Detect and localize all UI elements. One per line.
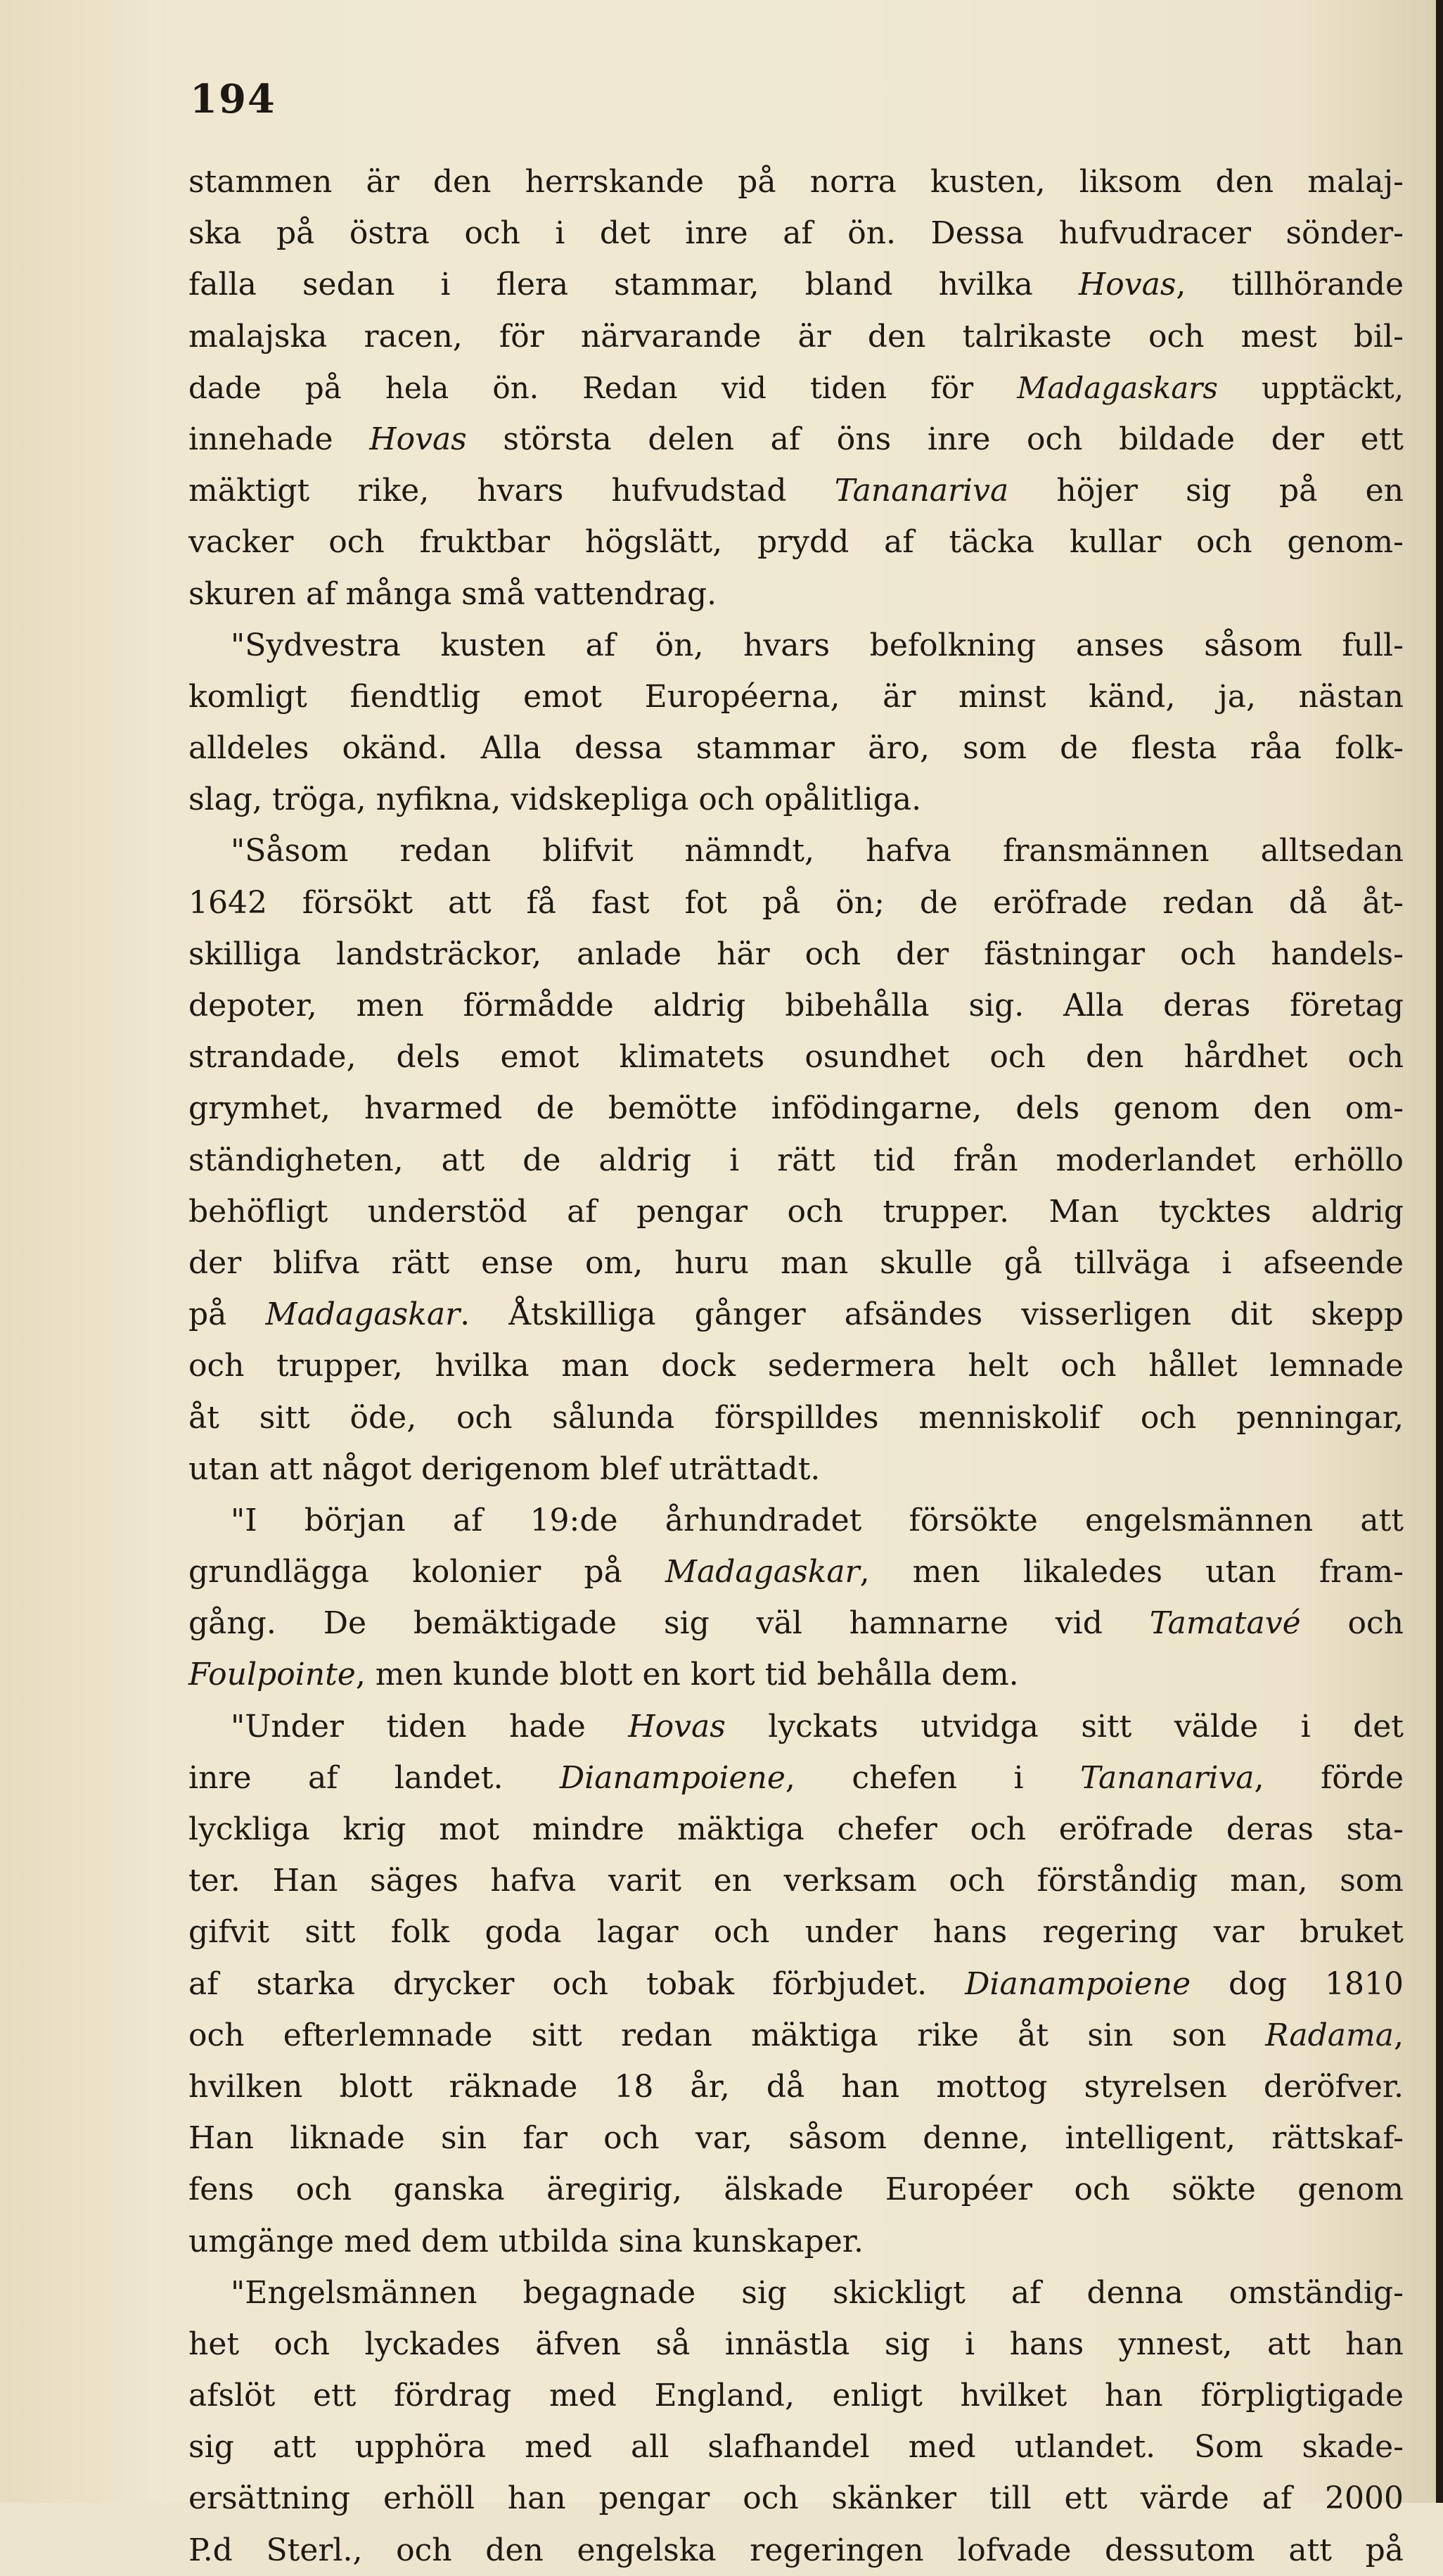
page-edge bbox=[1436, 0, 1443, 2503]
text-run: gifvit sitt folk goda lagar och under hans regering var bruket bbox=[188, 1914, 1404, 1951]
text-run: stammen är den herrskande på norra kusten, liksom den malaj- bbox=[188, 164, 1404, 200]
italic-name: Tamatavé bbox=[1149, 1605, 1301, 1642]
text-run: strandade, dels emot klimatets osundhet och den hårdhet och bbox=[188, 1039, 1404, 1076]
text-line bbox=[188, 2010, 1404, 2061]
text-line bbox=[188, 2112, 1404, 2164]
italic-name: Dianampoiene bbox=[965, 1965, 1191, 2002]
text-line bbox=[188, 1701, 1404, 1752]
text-line bbox=[188, 2525, 1404, 2576]
text-run: innehade bbox=[188, 421, 370, 457]
text-run: utan att något derigenom blef uträttadt. bbox=[188, 1450, 821, 1487]
text-line bbox=[188, 1289, 1404, 1340]
text-run: komligt fiendtlig emot Européerna, är minst känd, ja, nästan bbox=[188, 678, 1404, 715]
text-run: , men likaledes utan fram- bbox=[859, 1554, 1404, 1590]
text-run: vacker och fruktbar högslätt, prydd af täcka kullar och genom- bbox=[188, 524, 1404, 561]
italic-name: Tananariva bbox=[1080, 1759, 1255, 1796]
text-line bbox=[188, 311, 1404, 362]
text-run: upptäckt, bbox=[1217, 370, 1404, 405]
text-line bbox=[188, 722, 1404, 774]
text-run: gång. De bemäktigade sig väl hamnarne vid bbox=[188, 1605, 1150, 1642]
body-text bbox=[188, 156, 1404, 2576]
text-line bbox=[188, 825, 1404, 876]
text-line bbox=[188, 2421, 1404, 2473]
text-run: , men kunde blott en kort tid behålla dem. bbox=[355, 1657, 1019, 1693]
italic-name: Madagaskar bbox=[265, 1296, 461, 1333]
italic-name: Madagaskar bbox=[665, 1554, 860, 1590]
text-run: höjer sig på en bbox=[1008, 473, 1404, 509]
text-run: , tillhörande bbox=[1176, 267, 1404, 303]
text-run: och efterlemnade sitt redan mäktiga rike åt sin son bbox=[188, 2017, 1266, 2053]
text-line bbox=[188, 1083, 1404, 1134]
text-run: fens och ganska äregirig, älskade Européer och sökte genom bbox=[188, 2172, 1404, 2208]
text-line bbox=[188, 1340, 1404, 1391]
text-run: . Åtskilliga gånger afsändes visserligen dit skepp bbox=[460, 1296, 1404, 1333]
text-run: skuren af många små vattendrag. bbox=[188, 575, 717, 612]
text-line bbox=[188, 1135, 1404, 1186]
text-line bbox=[188, 1546, 1404, 1598]
text-run: umgänge med dem utbilda sina kunskaper. bbox=[188, 2223, 864, 2259]
page-number: 194 bbox=[190, 76, 276, 122]
text-run: "Engelsmännen begagnade sig skickligt af denna omständig- bbox=[231, 2274, 1404, 2311]
italic-name: Foulpointe bbox=[188, 1657, 356, 1693]
text-run: falla sedan i flera stammar, bland hvilka bbox=[188, 267, 1079, 303]
text-run: grundlägga kolonier på bbox=[188, 1554, 665, 1590]
text-line bbox=[188, 620, 1404, 671]
text-run: "Såsom redan blifvit nämndt, hafva fransmännen alltsedan bbox=[231, 833, 1404, 869]
text-line bbox=[188, 208, 1404, 259]
text-run: der blifva rätt ense om, huru man skulle gå tillväga i afseende bbox=[188, 1244, 1404, 1281]
italic-name: Dianampoiene bbox=[559, 1759, 785, 1796]
text-run: mäktigt rike, hvars hufvudstad bbox=[188, 473, 835, 509]
text-run: behöfligt understöd af pengar och trupper. Man tycktes aldrig bbox=[188, 1193, 1404, 1230]
text-run: "I början af 19:de århundradet försökte engelsmännen att bbox=[231, 1502, 1404, 1538]
text-run: alldeles okänd. Alla dessa stammar äro, som de flesta råa folk- bbox=[188, 730, 1404, 767]
italic-name: Tananariva bbox=[834, 473, 1009, 509]
text-line bbox=[188, 1495, 1404, 1546]
text-line bbox=[188, 156, 1404, 208]
text-line bbox=[188, 362, 1404, 414]
text-line bbox=[188, 2061, 1404, 2112]
text-line bbox=[188, 2267, 1404, 2319]
text-run: största delen af öns inre och bildade der ett bbox=[466, 421, 1404, 457]
text-line bbox=[188, 414, 1404, 465]
text-run: dade på hela ön. Redan vid tiden för bbox=[188, 370, 1018, 405]
text-run: ersättning erhöll han pengar och skänker till ett värde af 2000 bbox=[188, 2480, 1404, 2517]
text-line bbox=[188, 2319, 1404, 2370]
text-run: lyckats utvidga sitt välde i det bbox=[725, 1708, 1404, 1745]
text-line bbox=[188, 1237, 1404, 1289]
text-line bbox=[188, 1186, 1404, 1237]
text-run: "Under tiden hade bbox=[231, 1708, 629, 1745]
text-run: P.d Sterl., och den engelska regeringen lofvade dessutom att på bbox=[188, 2532, 1404, 2568]
text-run: 1642 försökt att få fast fot på ön; de eröfrade redan då åt- bbox=[188, 884, 1404, 921]
text-run: skilliga landsträckor, anlade här och der fästningar och handels- bbox=[188, 936, 1404, 972]
text-run: ständigheten, att de aldrig i rätt tid från moderlandet erhöllo bbox=[188, 1142, 1404, 1178]
italic-name: Hovas bbox=[369, 421, 467, 457]
text-line bbox=[188, 568, 1404, 620]
text-run: het och lyckades äfven så innästla sig i hans ynnest, att han bbox=[188, 2326, 1404, 2362]
text-run: och bbox=[1300, 1605, 1404, 1642]
text-run: ter. Han säges hafva varit en verksam och förståndig man, som bbox=[188, 1863, 1404, 1899]
text-line bbox=[188, 1906, 1404, 1958]
text-run: dog 1810 bbox=[1191, 1965, 1404, 2002]
text-run: lyckliga krig mot mindre mäktiga chefer och eröfrade deras sta- bbox=[188, 1811, 1404, 1847]
text-run: inre af landet. bbox=[188, 1759, 560, 1796]
text-line bbox=[188, 1855, 1404, 1906]
italic-name: Radama bbox=[1265, 2017, 1394, 2053]
text-line bbox=[188, 259, 1404, 310]
text-line bbox=[188, 1649, 1404, 1700]
text-line bbox=[188, 1752, 1404, 1804]
text-line bbox=[188, 2216, 1404, 2267]
text-line bbox=[188, 2370, 1404, 2421]
text-run: grymhet, hvarmed de bemötte infödingarne, dels genom den om- bbox=[188, 1090, 1404, 1127]
text-run: åt sitt öde, och sålunda förspilldes menniskolif och penningar, bbox=[188, 1399, 1404, 1436]
text-line bbox=[188, 774, 1404, 825]
text-line bbox=[188, 516, 1404, 568]
text-line bbox=[188, 1804, 1404, 1855]
text-run: sig att upphöra med all slafhandel med utlandet. Som skade- bbox=[188, 2429, 1404, 2466]
text-line bbox=[188, 2164, 1404, 2215]
text-line bbox=[188, 980, 1404, 1031]
text-line bbox=[188, 1598, 1404, 1649]
text-run: ska på östra och i det inre af ön. Dessa hufvudracer sönder- bbox=[188, 215, 1404, 252]
text-line bbox=[188, 1958, 1404, 2010]
italic-name: Hovas bbox=[1078, 267, 1176, 303]
italic-name: Hovas bbox=[628, 1708, 726, 1745]
text-run: af starka drycker och tobak förbjudet. bbox=[188, 1965, 966, 2002]
text-line bbox=[188, 877, 1404, 929]
text-run: och trupper, hvilka man dock sedermera helt och hållet lemnade bbox=[188, 1348, 1404, 1384]
text-line bbox=[188, 929, 1404, 980]
text-run: , bbox=[1394, 2017, 1404, 2053]
text-run: slag, tröga, nyfikna, vidskepliga och opålitliga. bbox=[188, 782, 922, 818]
text-line bbox=[188, 2473, 1404, 2524]
text-line bbox=[188, 671, 1404, 722]
text-line bbox=[188, 1443, 1404, 1495]
text-run: , chefen i bbox=[785, 1759, 1081, 1796]
text-line bbox=[188, 1392, 1404, 1443]
text-run: hvilken blott räknade 18 år, då han mottog styrelsen deröfver. bbox=[188, 2068, 1404, 2105]
text-run: depoter, men förmådde aldrig bibehålla sig. Alla deras företag bbox=[188, 988, 1404, 1024]
text-run: malajska racen, för närvarande är den talrikaste och mest bil- bbox=[188, 318, 1404, 355]
text-run: på bbox=[188, 1296, 266, 1333]
text-line bbox=[188, 465, 1404, 516]
text-run: afslöt ett fördrag med England, enligt hvilket han förpligtigade bbox=[188, 2378, 1404, 2414]
italic-name: Madagaskars bbox=[1017, 370, 1218, 405]
text-run: Han liknade sin far och var, såsom denne, intelligent, rättskaf- bbox=[188, 2120, 1404, 2157]
text-run: "Sydvestra kusten af ön, hvars befolkning anses såsom full- bbox=[231, 627, 1404, 663]
text-line bbox=[188, 1031, 1404, 1083]
text-run: , förde bbox=[1254, 1759, 1404, 1796]
